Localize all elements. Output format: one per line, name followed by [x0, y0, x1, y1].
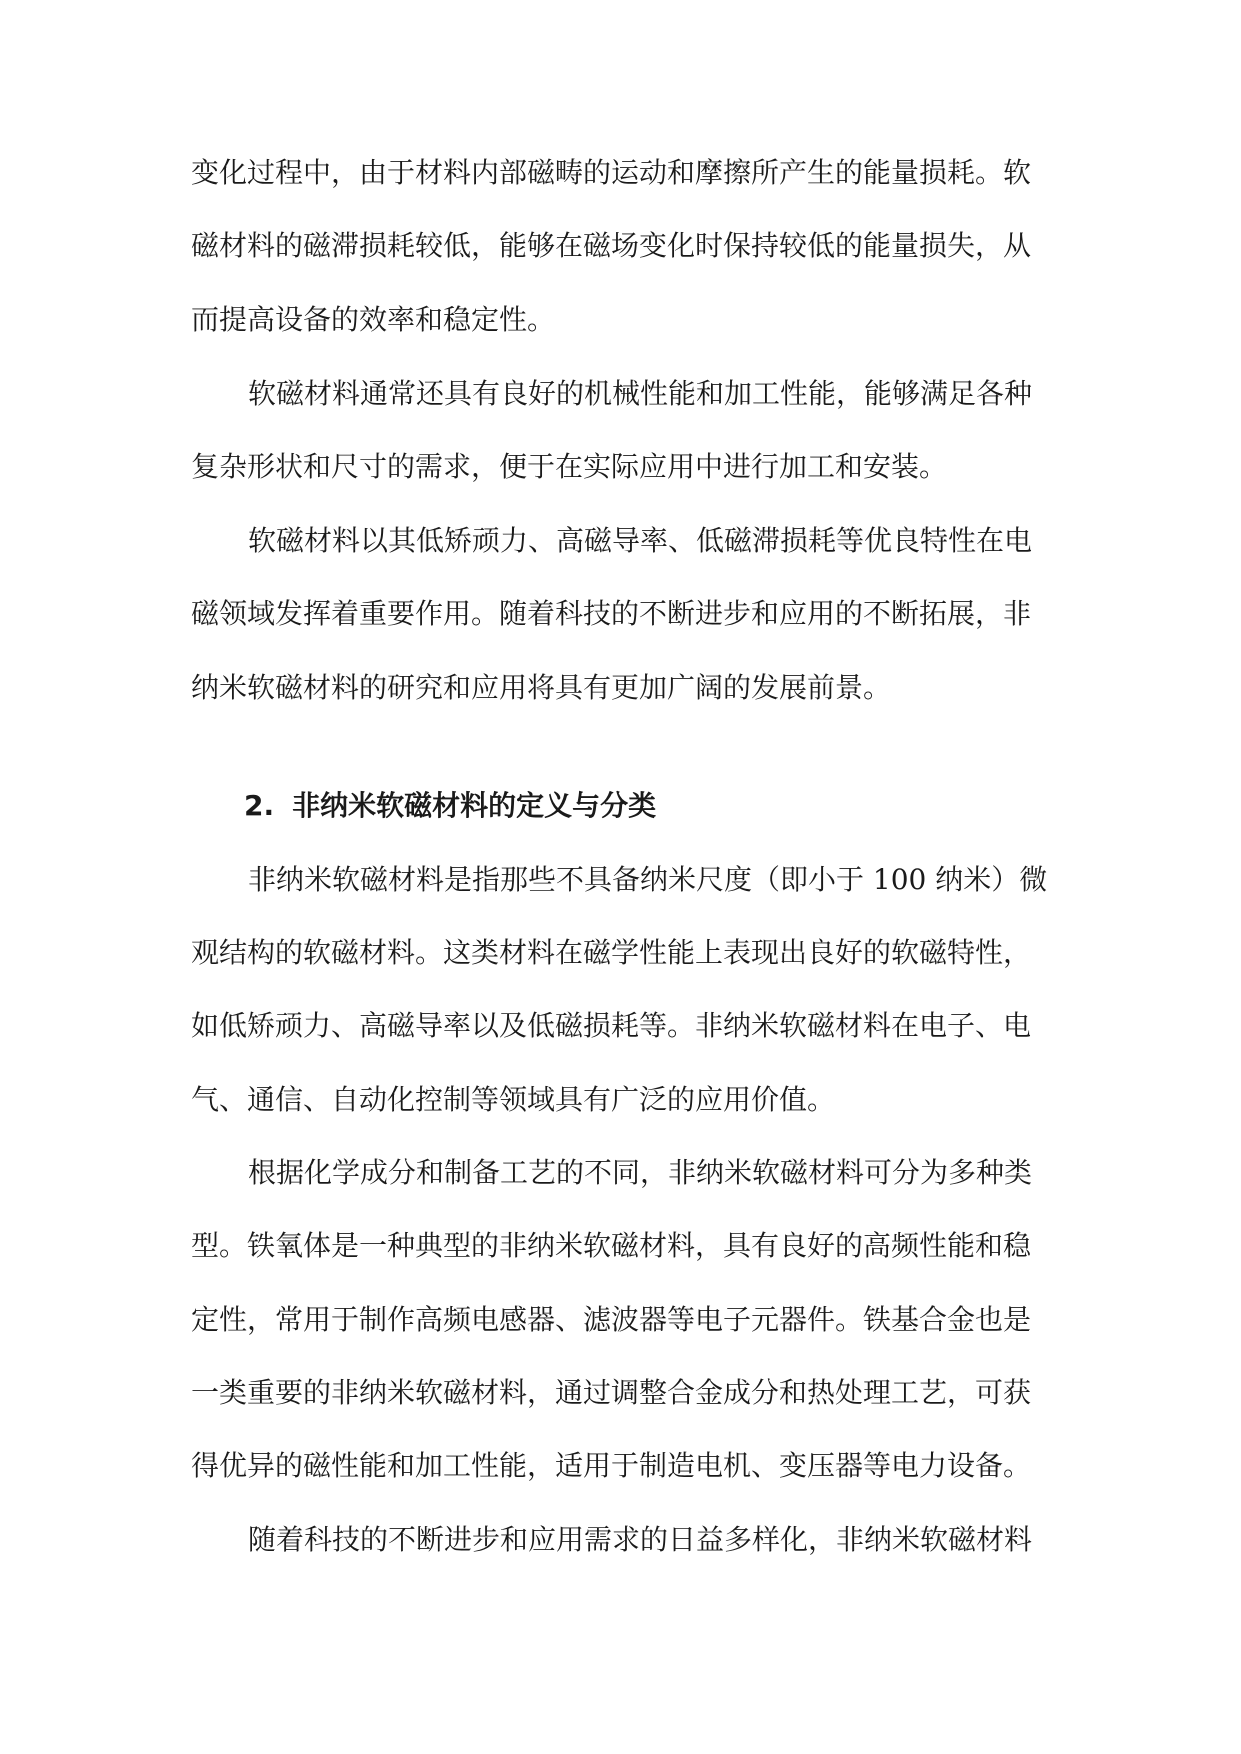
- paragraph-line: 根据化学成分和制备工艺的不同，非纳米软磁材料可分为多种类: [248, 1156, 1033, 1189]
- paragraph-line: 变化过程中，由于材料内部磁畴的运动和摩擦所产生的能量损耗。软: [191, 156, 1032, 189]
- paragraph-line: 磁领域发挥着重要作用。随着科技的不断进步和应用的不断拓展，非: [191, 597, 1032, 630]
- paragraph-line: 非纳米软磁材料是指那些不具备纳米尺度（即小于 100 纳米）微: [248, 863, 1048, 896]
- section-title: 非纳米软磁材料的定义与分类: [292, 789, 657, 822]
- paragraph-line: 复杂形状和尺寸的需求，便于在实际应用中进行加工和安装。: [191, 450, 948, 483]
- paragraph-line: 型。铁氧体是一种典型的非纳米软磁材料，具有良好的高频性能和稳: [191, 1229, 1032, 1262]
- paragraph-line: 磁材料的磁滞损耗较低，能够在磁场变化时保持较低的能量损失，从: [191, 229, 1032, 262]
- paragraph-line: 得优异的磁性能和加工性能，适用于制造电机、变压器等电力设备。: [191, 1449, 1032, 1482]
- paragraph-line: 定性，常用于制作高频电感器、滤波器等电子元器件。铁基合金也是: [191, 1303, 1032, 1336]
- paragraph-line: 如低矫顽力、高磁导率以及低磁损耗等。非纳米软磁材料在电子、电: [191, 1009, 1032, 1042]
- paragraph-line: 一类重要的非纳米软磁材料，通过调整合金成分和热处理工艺，可获: [191, 1376, 1032, 1409]
- section-heading: [244, 786, 656, 826]
- paragraph-line: 软磁材料通常还具有良好的机械性能和加工性能，能够满足各种: [248, 377, 1033, 410]
- paragraph-line: 纳米软磁材料的研究和应用将具有更加广阔的发展前景。: [191, 671, 892, 704]
- paragraph-line: 随着科技的不断进步和应用需求的日益多样化，非纳米软磁材料: [248, 1523, 1033, 1556]
- paragraph-line: 气、通信、自动化控制等领域具有广泛的应用价值。: [191, 1083, 836, 1116]
- paragraph-line: 软磁材料以其低矫顽力、高磁导率、低磁滞损耗等优良特性在电: [248, 524, 1033, 557]
- paragraph-line: 观结构的软磁材料。这类材料在磁学性能上表现出良好的软磁特性，: [191, 936, 1032, 969]
- section-number: 2.: [244, 789, 275, 822]
- paragraph-line: 而提高设备的效率和稳定性。: [191, 303, 556, 336]
